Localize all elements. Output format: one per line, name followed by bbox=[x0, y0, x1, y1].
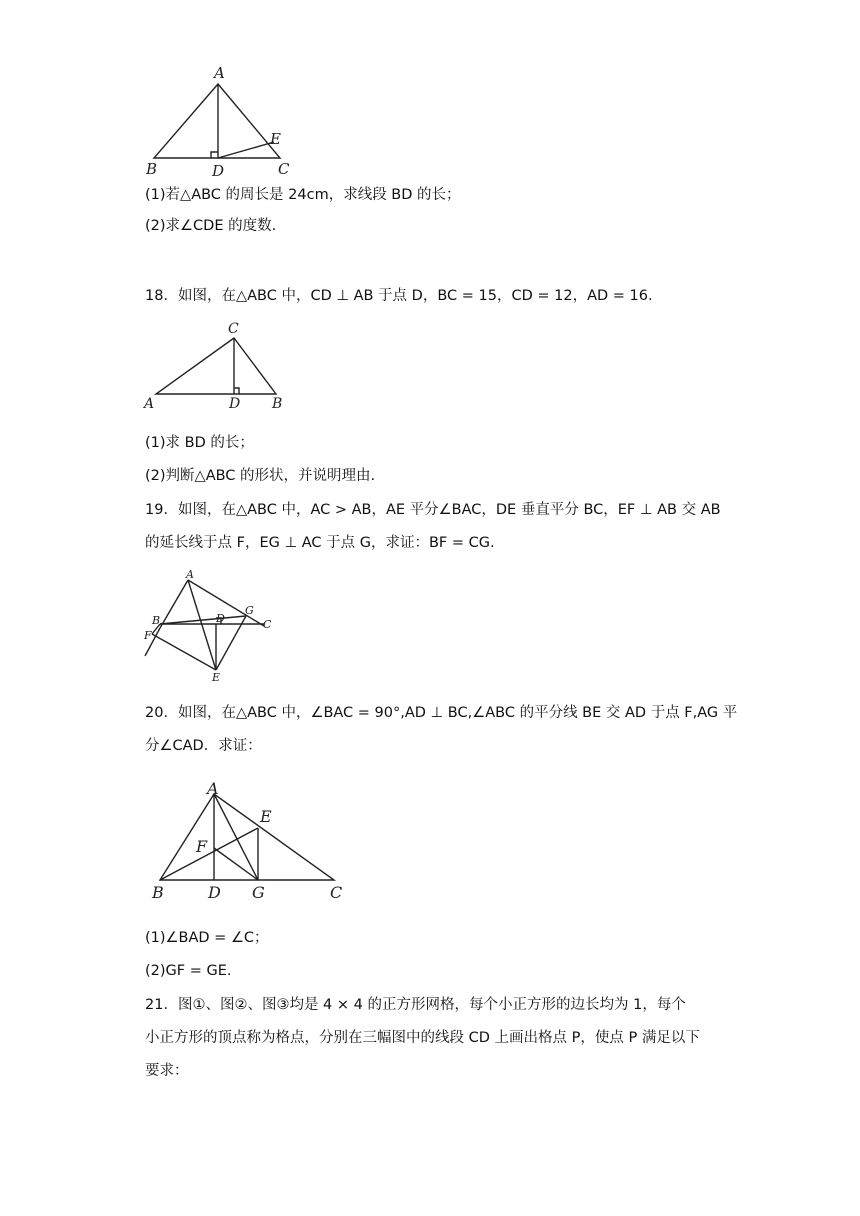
q17-part1: (1)若△ABC 的周长是 24cm，求线段 BD 的长； bbox=[145, 187, 461, 203]
label-b: B bbox=[272, 396, 283, 412]
figure-q18 bbox=[140, 318, 300, 418]
label-e: E bbox=[270, 130, 281, 148]
q19-stem-line1: 19．如图，在△ABC 中，AC > AB，AE 平分∠BAC，DE 垂直平分 BC，EF ⊥ AB 交 AB bbox=[145, 502, 721, 518]
bisector-ag bbox=[214, 794, 258, 880]
label-d: D bbox=[208, 883, 221, 902]
label-e: E bbox=[260, 807, 272, 826]
segment-ab bbox=[160, 580, 188, 628]
triangle-abc bbox=[156, 338, 276, 394]
label-b: B bbox=[152, 614, 161, 627]
q17-part2: (2)求∠CDE 的度数. bbox=[145, 218, 277, 234]
q21-stem-line3: 要求： bbox=[145, 1063, 189, 1079]
q18-part2: (2)判断△ABC 的形状，并说明理由. bbox=[145, 468, 376, 484]
label-d: D bbox=[229, 396, 241, 412]
right-angle-mark bbox=[234, 388, 239, 394]
q18-part1: (1)求 BD 的长； bbox=[145, 435, 254, 451]
label-a: A bbox=[186, 568, 194, 581]
segment-gf bbox=[214, 848, 258, 880]
segment-de bbox=[218, 142, 274, 158]
triangle-abc bbox=[160, 794, 334, 880]
segment-bg bbox=[160, 616, 246, 624]
q20-part2: (2)GF = GE. bbox=[145, 963, 232, 979]
q18-stem: 18．如图，在△ABC 中，CD ⊥ AB 于点 D，BC = 15，CD = 12，AD = 16. bbox=[145, 288, 653, 304]
figure-q17 bbox=[140, 62, 300, 182]
label-f: F bbox=[196, 837, 208, 856]
label-d: D bbox=[216, 612, 225, 625]
label-c: C bbox=[330, 883, 343, 902]
label-c: C bbox=[263, 618, 272, 631]
label-c: C bbox=[228, 321, 239, 337]
label-g: G bbox=[245, 604, 254, 617]
label-a: A bbox=[207, 779, 219, 798]
label-b: B bbox=[146, 160, 158, 178]
label-f: F bbox=[144, 629, 152, 642]
q19-stem-line2: 的延长线于点 F，EG ⊥ AC 于点 G，求证：BF = CG. bbox=[145, 535, 495, 551]
label-a: A bbox=[144, 396, 155, 412]
q21-stem-line1: 21．图①、图②、图③均是 4 × 4 的正方形网格，每个小正方形的边长均为 1，每个 bbox=[145, 997, 686, 1013]
right-angle-mark bbox=[211, 152, 218, 158]
label-d: D bbox=[212, 162, 225, 180]
q20-stem-line2: 分∠CAD．求证： bbox=[145, 738, 262, 754]
bisector-be bbox=[160, 828, 258, 880]
q20-part1: (1)∠BAD = ∠C； bbox=[145, 930, 269, 946]
triangle-abc bbox=[154, 84, 280, 158]
q21-stem-line2: 小正方形的顶点称为格点，分别在三幅图中的线段 CD 上画出格点 P，使点 P 满足以下 bbox=[145, 1030, 700, 1046]
q20-stem-line1: 20．如图，在△ABC 中，∠BAC = 90°,AD ⊥ BC,∠ABC 的平分线 BE 交 AD 于点 F,AG 平 bbox=[145, 705, 738, 721]
label-a: A bbox=[214, 64, 225, 82]
figure-q20 bbox=[140, 778, 350, 904]
figure-q19 bbox=[140, 566, 290, 688]
segment-ac bbox=[188, 580, 264, 626]
label-b: B bbox=[152, 883, 164, 902]
label-c: C bbox=[278, 160, 290, 178]
label-e: E bbox=[212, 671, 221, 684]
label-g: G bbox=[252, 883, 265, 902]
